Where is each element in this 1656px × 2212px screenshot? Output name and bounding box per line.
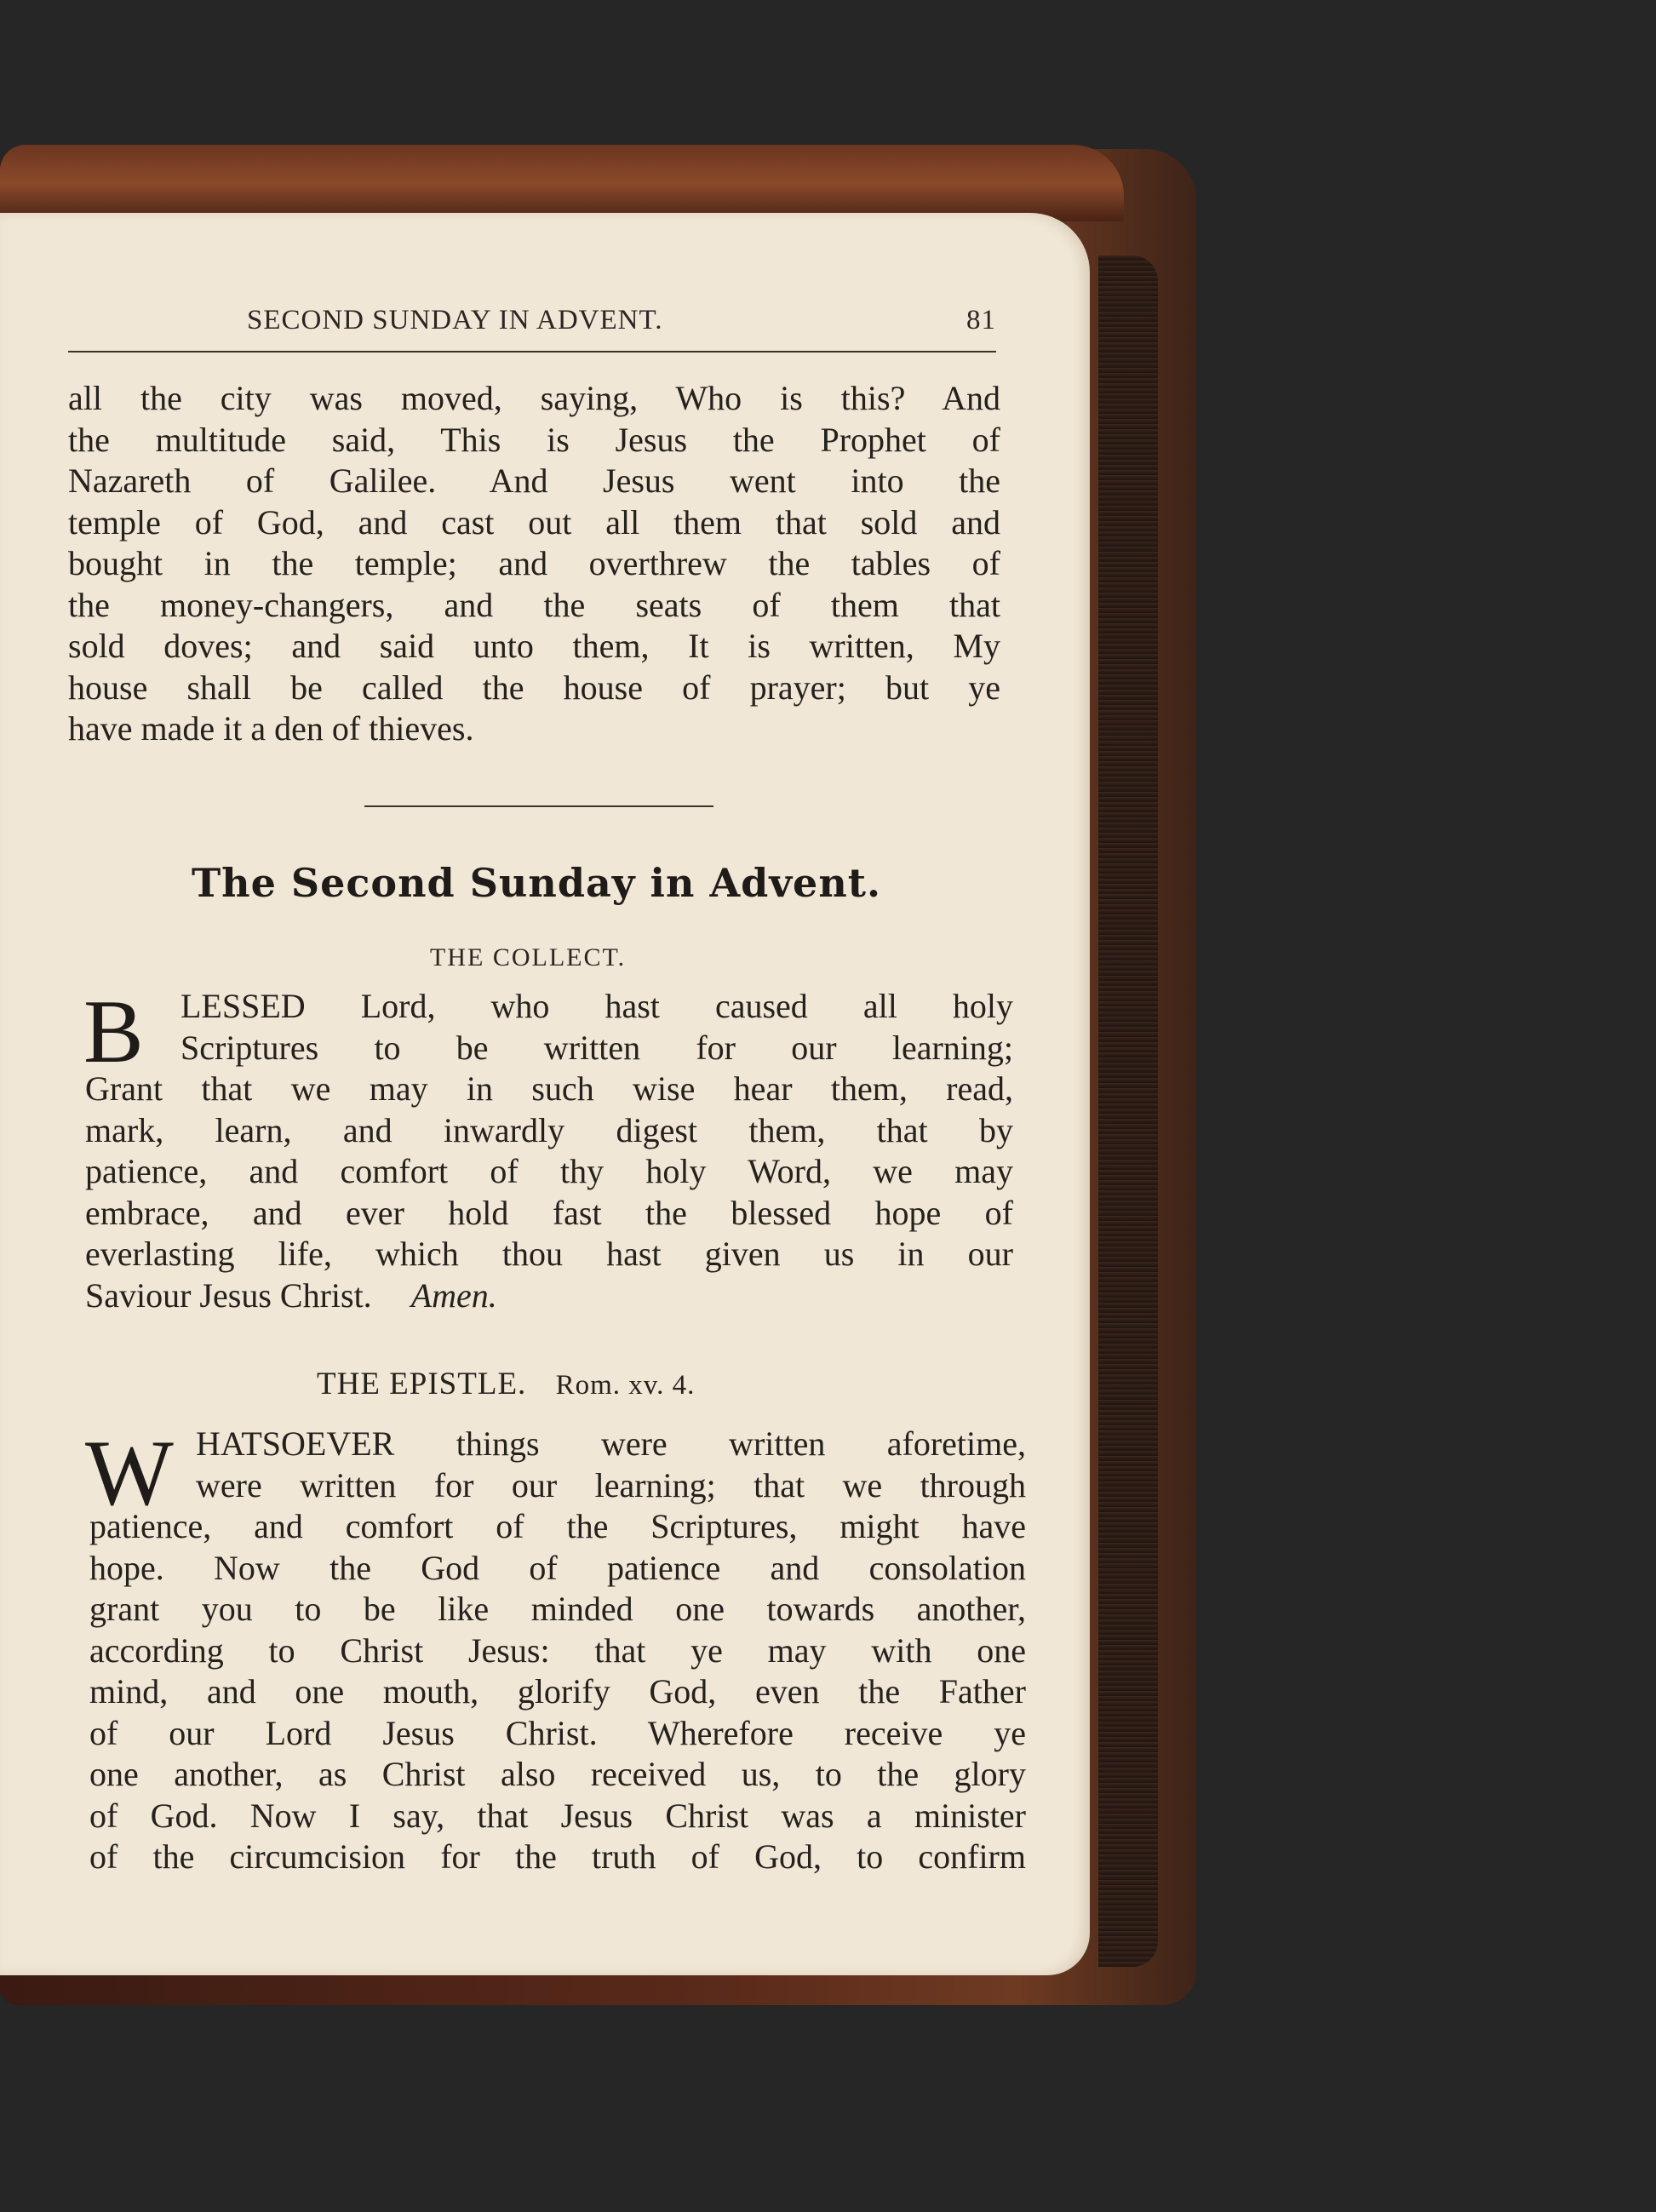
text-line: everlasting life, which thou hast given us in our <box>85 1235 1013 1273</box>
text-line: of the circumcision for the truth of God, to confirm <box>89 1837 1026 1876</box>
text-line: according to Christ Jesus: that ye may with one <box>89 1630 1026 1670</box>
text-line: of God. Now I say, that Jesus Christ was a minister <box>89 1796 1026 1835</box>
epistle-first-line: HATSOEVER things were written aforetime, <box>196 1424 1026 1463</box>
epistle-second-line: were written for our learning; that we through <box>196 1465 1026 1504</box>
text-line: sold doves; and said unto them, It is written, My <box>68 627 1000 665</box>
collect-text <box>83 982 1013 1316</box>
book-cover-top-edge <box>0 145 1124 221</box>
text-line: have made it a den of thieves. <box>68 709 474 748</box>
text-line: one another, as Christ also received us, to the glory <box>89 1755 1026 1793</box>
collect-second-line: Scriptures to be written for our learning; <box>180 1028 1013 1067</box>
section-divider <box>364 805 713 807</box>
text-line: embrace, and ever hold fast the blessed hope of <box>85 1193 1013 1232</box>
collect-drop-cap: B <box>83 982 144 1081</box>
text-line: Nazareth of Galilee. And Jesus went into the <box>68 461 1000 500</box>
text-line: patience, and comfort of the Scriptures, might have <box>89 1507 1026 1545</box>
text-line: the multitude said, This is Jesus the Prophet of <box>68 420 1000 459</box>
text-line: house shall be called the house of prayer; but ye <box>68 668 1000 707</box>
text-line: mark, learn, and inwardly digest them, that by <box>85 1110 1013 1149</box>
section-title: The Second Sunday in Advent. <box>191 860 882 906</box>
text-line: temple of God, and cast out all them that sold and <box>68 502 1000 542</box>
collect-first-line: LESSED Lord, who hast caused all holy <box>180 987 1013 1025</box>
epistle-heading <box>317 1366 695 1402</box>
running-head <box>247 305 996 339</box>
page-edges <box>1098 255 1158 1967</box>
text-line: bought in the temple; and overthrew the tables of <box>68 544 1000 582</box>
amen: Amen. <box>410 1275 497 1315</box>
collect-heading: THE COLLECT. <box>430 943 627 971</box>
header-rule <box>68 351 996 352</box>
text-line: patience, and comfort of thy holy Word, we may <box>85 1152 1013 1190</box>
text-line: hope. Now the God of patience and consolation <box>89 1548 1026 1587</box>
epistle-reference: Rom. xv. 4. <box>555 1370 696 1401</box>
running-title: SECOND SUNDAY IN ADVENT. <box>247 305 663 335</box>
page-number: 81 <box>966 305 996 335</box>
text-line: of our Lord Jesus Christ. Wherefore receive ye <box>89 1713 1026 1752</box>
text-line: grant you to be like minded one towards another, <box>89 1590 1026 1628</box>
epistle-drop-cap: W <box>85 1421 174 1525</box>
text-line: Grant that we may in such wise hear them, read, <box>85 1069 1013 1108</box>
collect-last-line: Saviour Jesus Christ. <box>85 1275 372 1315</box>
text-line: all the city was moved, saying, Who is this? And <box>68 379 1000 417</box>
text-line: the money-changers, and the seats of them that <box>68 585 1000 624</box>
epistle-text <box>89 1424 1026 1878</box>
text-line: mind, and one mouth, glorify God, even the Father <box>89 1672 1026 1711</box>
gospel-text <box>68 378 1000 750</box>
epistle-title: THE EPISTLE. <box>317 1367 527 1401</box>
